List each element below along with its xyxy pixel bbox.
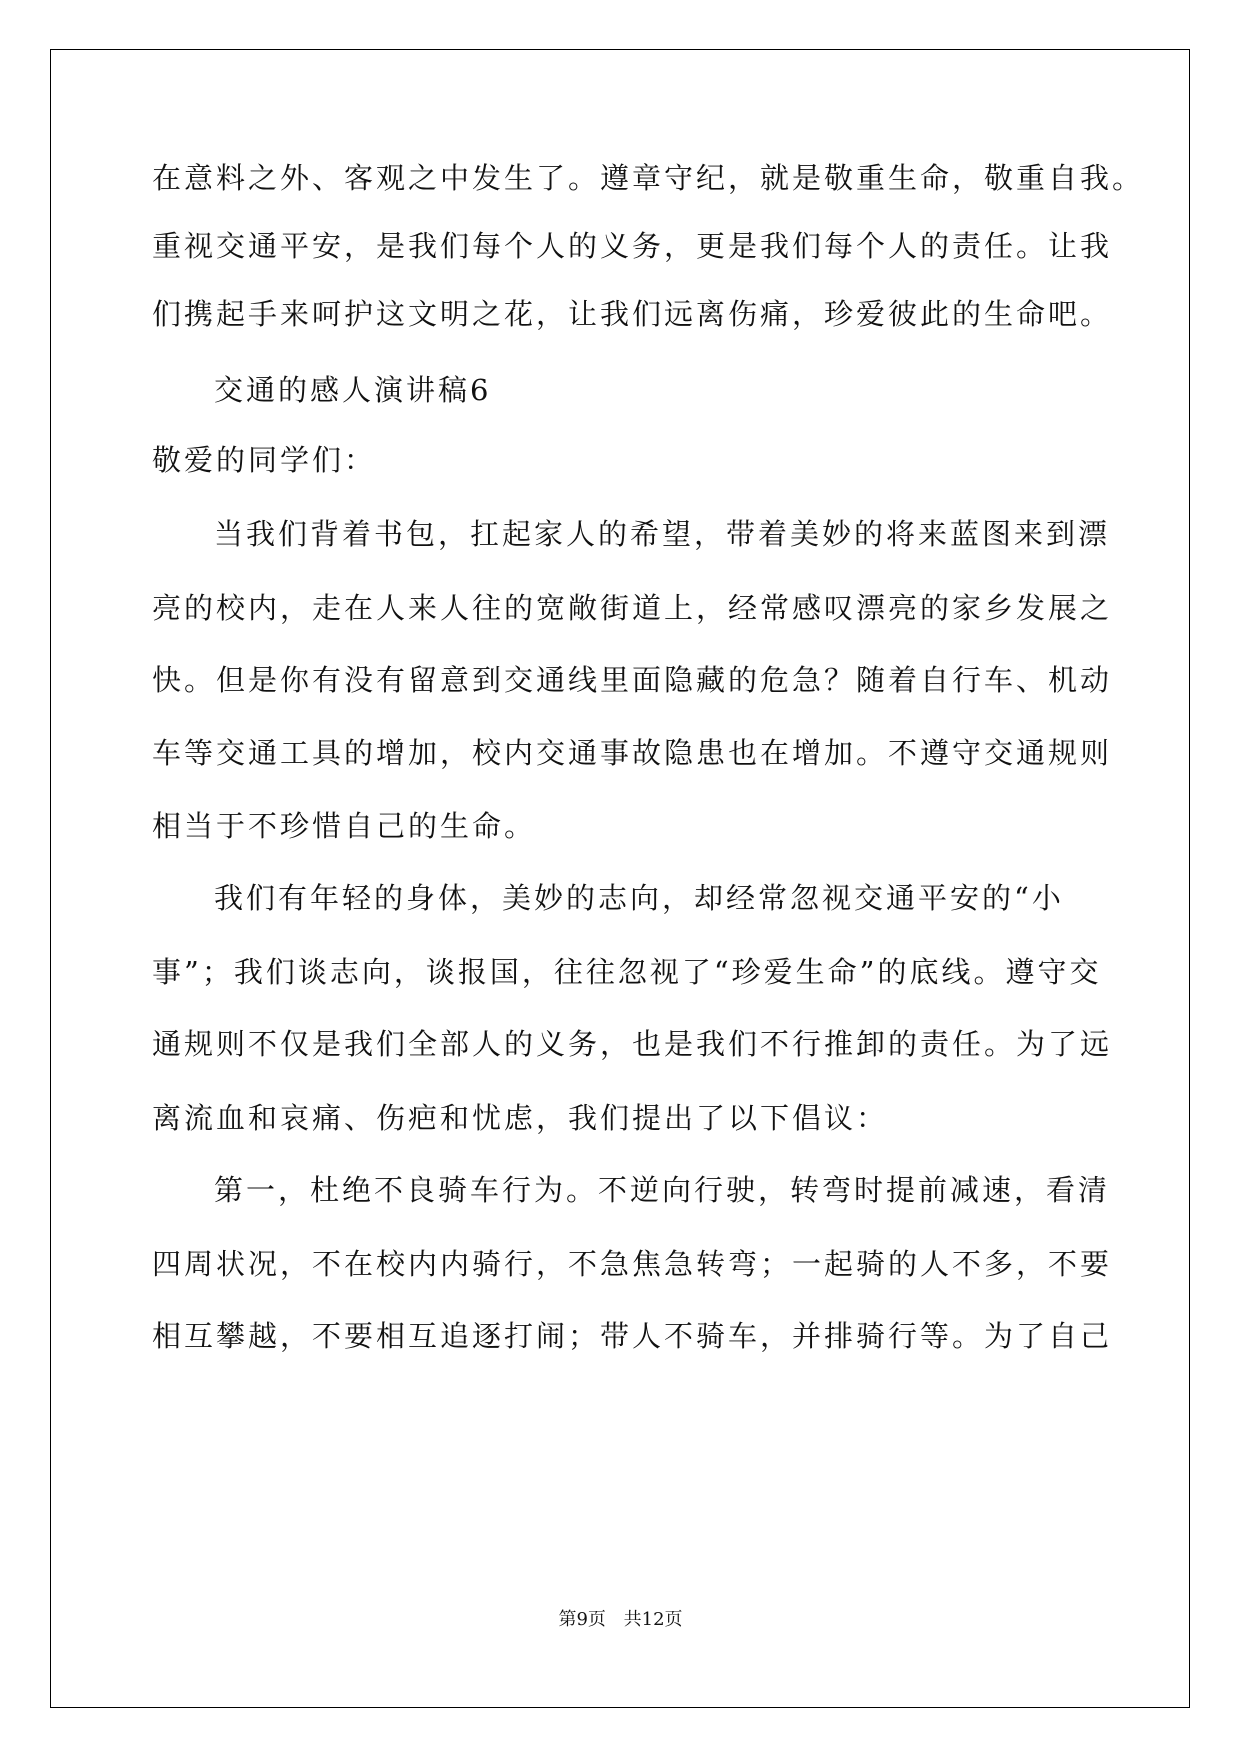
page-total: 共12页 xyxy=(623,1609,683,1630)
text-line: 亮的校内，走在人来人往的宽敞街道上，经常感叹漂亮的家乡发展之 xyxy=(152,591,1113,625)
text-line: 车等交通工具的增加，校内交通事故隐患也在增加。不遵守交通规则 xyxy=(152,736,1113,770)
text-line: 重视交通平安，是我们每个人的义务，更是我们每个人的责任。让我 xyxy=(152,229,1113,263)
text-line: 四周状况，不在校内内骑行，不急焦急转弯；一起骑的人不多，不要 xyxy=(152,1247,1113,1281)
text-line: 当我们背着书包，扛起家人的希望，带着美妙的将来蓝图来到漂 xyxy=(214,517,1111,551)
text-line: 第一，杜绝不良骑车行为。不逆向行驶，转弯时提前减速，看清 xyxy=(214,1173,1111,1207)
text-line: 离流血和哀痛、伤疤和忧虑，我们提出了以下倡议： xyxy=(152,1101,889,1135)
page-number: 第9页 xyxy=(558,1609,606,1630)
text-line: 相互攀越，不要相互追逐打闹；带人不骑车，并排骑行等。为了自己 xyxy=(152,1319,1113,1353)
text-line: 我们有年轻的身体，美妙的志向，却经常忽视交通平安的“小 xyxy=(214,881,1064,915)
text-line: 们携起手来呵护这文明之花，让我们远离伤痛，珍爱彼此的生命吧。 xyxy=(152,297,1113,331)
text-line: 事”；我们谈志向，谈报国，往往忽视了“珍爱生命”的底线。遵守交 xyxy=(152,955,1102,989)
text-line: 通规则不仅是我们全部人的义务，也是我们不行推卸的责任。为了远 xyxy=(152,1027,1113,1061)
text-line: 快。但是你有没有留意到交通线里面隐藏的危急？随着自行车、机动 xyxy=(152,663,1113,697)
salutation: 敬爱的同学们： xyxy=(152,443,377,477)
section-heading: 交通的感人演讲稿6 xyxy=(214,373,492,407)
text-line: 在意料之外、客观之中发生了。遵章守纪，就是敬重生命，敬重自我。 xyxy=(152,161,1145,195)
text-line: 相当于不珍惜自己的生命。 xyxy=(152,809,537,843)
page-footer xyxy=(0,1605,1241,1631)
